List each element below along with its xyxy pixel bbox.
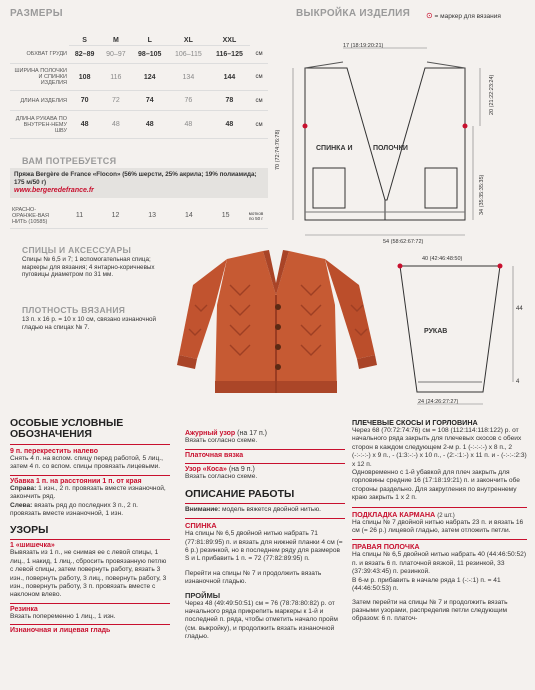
cell: 48 bbox=[69, 111, 100, 139]
lace-suffix: (на 17 п.) bbox=[237, 430, 268, 437]
cable-suffix: (на 9 п.) bbox=[228, 466, 255, 474]
density-title: ПЛОТНОСТЬ ВЯЗАНИЯ bbox=[22, 305, 126, 315]
attention-text: модель вяжется двойной нитью. bbox=[222, 505, 321, 513]
cell: 116–125 bbox=[209, 46, 250, 64]
dim-side: 34 (35:35:35:35) bbox=[479, 174, 485, 215]
col-2 bbox=[185, 430, 345, 642]
left-label: Слева: bbox=[10, 501, 33, 509]
body-outline bbox=[305, 68, 465, 220]
pocket-text: На спицы № 7 двойной нитью набрать 23 п. и вязать 16 см (= 26 р.) лицевой гладью, затем отложить петли. bbox=[352, 518, 524, 535]
cardigan-illustration bbox=[177, 250, 377, 393]
cell: 48 bbox=[132, 111, 168, 139]
marker-legend bbox=[426, 12, 501, 21]
yarn-url[interactable]: www.bergeredefrance.fr bbox=[14, 187, 94, 194]
cell: 134 bbox=[168, 64, 209, 91]
back-title: СПИНКА bbox=[185, 521, 217, 531]
cell: 76 bbox=[168, 91, 209, 111]
marker-right bbox=[463, 124, 468, 129]
sub-rib-text: Вязать попеременно 1 лиц., 1 изн. bbox=[10, 612, 116, 620]
yarn-box bbox=[10, 168, 268, 198]
cell: 48 bbox=[168, 111, 209, 139]
cell: 48 bbox=[209, 111, 250, 139]
right-pocket bbox=[425, 168, 457, 208]
count: 13 bbox=[134, 204, 171, 228]
sleeve-length: 44 bbox=[516, 306, 523, 312]
right-text: 1 изн., 2 п. провязать вместе изнаночной, закончить ряд. bbox=[10, 484, 166, 501]
sleeve-marker-left bbox=[398, 264, 403, 269]
count: 14 bbox=[171, 204, 208, 228]
size-xxl: XXL bbox=[209, 36, 250, 46]
shoulder-title: ПЛЕЧЕВЫЕ СКОСЫ И ГОРЛОВИНА bbox=[352, 418, 478, 427]
sub-stockinette: Изнаночная и лицевая гладь bbox=[10, 627, 111, 635]
unit: см bbox=[250, 46, 268, 64]
sub-bobble-text: Вывязать из 1 п., не снимая ее с левой спицы, 1 лиц., 1 накид, 1 лиц., сбросить провязанную петлю с левой спицы, затем повернуть работу, вязать 3 изн., повернуть работу, 3 лиц., повернуть работу, 3 изн., повернуть работу, 3 п. провязать вместе с наклоном влево. bbox=[10, 549, 167, 599]
size-s: S bbox=[69, 36, 100, 46]
garter-title: Платочная вязка bbox=[185, 452, 244, 460]
row-label: ОБХВАТ ГРУДИ bbox=[10, 46, 69, 64]
pocket-suffix: (2 шт.) bbox=[437, 512, 455, 519]
cell: 106–115 bbox=[168, 46, 209, 64]
dim-top: 17 (18:19:20:21) bbox=[343, 43, 384, 49]
sleeve-label: РУКАВ bbox=[424, 328, 448, 335]
pattern-title: ВЫКРОЙКА ИЗДЕЛИЯ bbox=[296, 8, 411, 19]
sub-rib: Резинка bbox=[10, 605, 38, 613]
yarn-description: Пряжа Bergère de France «Flocon» (56% шерсти, 25% акрила; 19% полиамида; 175 м/50 г) bbox=[14, 171, 257, 186]
back-text: На спицы № 6,5 двойной нитью набрать 71 (77:81:89:95) п. и вязать для нижней планки 4 см (= 6 р.) резинкой, но в последнем ряду для размеров S и L прибавить 1 п. = 72 (77:82:89:95) п. bbox=[185, 530, 343, 563]
needles-text: Спицы № 6,5 и 7; 1 вспомогательная спица; маркеры для вязания; 4 янтарно-коричневых пуговицы диаметром по 31 мм. bbox=[22, 256, 155, 279]
cell: 72 bbox=[100, 91, 131, 111]
body-label-2: ПОЛОЧКИ bbox=[373, 145, 408, 152]
cell: 78 bbox=[209, 91, 250, 111]
lace-title: Ажурный узор bbox=[185, 430, 236, 437]
sleeve-outline bbox=[400, 266, 500, 392]
unit: см bbox=[250, 111, 268, 139]
marker-icon: ⊙ bbox=[426, 11, 433, 20]
sleeve-pattern bbox=[395, 262, 530, 412]
dim-neck-a: 20 (21:22:23:24) bbox=[489, 74, 495, 115]
shoulder-text-2: Одновременно с 1-й убавкой для плеч закрыть для горловины средние 16 (17:18:19:21) п. и закончить обе стороны раздельно. Для закругления по внутреннему краю закрыть 1 х 2 п. bbox=[352, 469, 520, 502]
cell: 108 bbox=[69, 64, 100, 91]
color-row bbox=[10, 204, 268, 229]
shoulder-text: Через 68 (70:72:74:76) см = 108 (112:114:118:122) р. от начального ряда закрыть для плечевых скосов с обеих сторон в каждом следующем 2-м р. 1 (-:-:-:-) х 8 п., 2 (-:-:-:-) х 9 п., - (1:3:-:-) х 10 п., - (2:-:1:-) х 11 п. и - (-:-:-:2:3) х 12 п. bbox=[352, 427, 527, 468]
patterns-title: УЗОРЫ bbox=[10, 524, 49, 537]
sleeve-bottom-dim: 24 (24:26:27:27) bbox=[418, 399, 459, 405]
front-text-3: Затем перейти на спицы № 7 и продолжить вязать разными узорами, распределив петли следующим образом: 6 п. платоч- bbox=[352, 598, 508, 623]
dim-bottom: 54 (58:62:67:72) bbox=[383, 239, 424, 245]
front-title: ПРАВАЯ ПОЛОЧКА bbox=[352, 542, 420, 552]
size-l: L bbox=[132, 36, 168, 46]
cell: 70 bbox=[69, 91, 100, 111]
desc-title: ОПИСАНИЕ РАБОТЫ bbox=[185, 487, 295, 500]
cell: 98–105 bbox=[132, 46, 168, 64]
body-label-1: СПИНКА И bbox=[316, 145, 353, 152]
legend-title-2: ОБОЗНАЧЕНИЯ bbox=[10, 428, 92, 440]
color-label: КРАСНО-ОРАНЖЕ-ВАЯ НИТЬ (10585) bbox=[10, 204, 62, 228]
front-text: На спицы № 6,5 двойной нитью набрать 40 (44:46:50:52) п. и вязать 6 п. платочной вязкой, 11 резинкой, 33 (37:39:43:45) п. резинкой. bbox=[352, 551, 527, 576]
unit: мотков по 50 г bbox=[244, 204, 268, 228]
density-text: 13 п. х 16 р. = 10 х 10 см, связано изнаночной гладью на спицах № 7. bbox=[22, 316, 157, 331]
lace-text: Вязать согласно схеме. bbox=[185, 437, 258, 444]
size-xl: XL bbox=[168, 36, 209, 46]
armhole-text: Через 48 (49:49:50:51) см = 76 (78:78:80:82) р. от начального ряда прикрепить маркеры к 1-й и последней п. ряда, чтобы отметить начало пройм (см. выкройку), и продолжить вязать изнаночной гладью. bbox=[185, 599, 338, 641]
col-3 bbox=[352, 418, 527, 624]
cable-text: Вязать согласно схеме. bbox=[185, 473, 258, 481]
cell: 74 bbox=[132, 91, 168, 111]
unit: см bbox=[250, 64, 268, 91]
sub-cross: 9 п. перекрестить налево bbox=[10, 448, 98, 455]
marker-left bbox=[303, 124, 308, 129]
cell: 48 bbox=[100, 111, 131, 139]
back-text-2: Перейти на спицы № 7 и продолжить вязать изнаночной гладью. bbox=[185, 569, 322, 586]
marker-legend-text: = маркер для вязания bbox=[434, 13, 501, 20]
cell: 116 bbox=[100, 64, 131, 91]
count: 12 bbox=[97, 204, 134, 228]
unit: см bbox=[250, 91, 268, 111]
pocket-title: ПОДКЛАДКА КАРМАНА bbox=[352, 509, 436, 519]
cable-title: Узор «Коса» bbox=[185, 466, 227, 474]
sizes-table bbox=[10, 36, 268, 139]
armhole-title: ПРОЙМЫ bbox=[185, 590, 221, 600]
cell: 82–89 bbox=[69, 46, 100, 64]
legend-title-1: ОСОБЫЕ УСЛОВНЫЕ bbox=[10, 417, 124, 429]
row-label: ДЛИНА РУКАВА ПО ВНУТРЕН-НЕМУ ШВУ bbox=[10, 111, 69, 139]
cardigan-photo bbox=[175, 245, 383, 400]
sizes-title: РАЗМЕРЫ bbox=[10, 8, 63, 19]
dim-height: 70 (72:74:76:78) bbox=[275, 129, 281, 170]
left-text: вязать ряд до последних 3 п., 2 п. провязать вместе изнаночной, 1 изн. bbox=[10, 501, 138, 518]
attention-label: Внимание: bbox=[185, 505, 221, 513]
sub-bobble: 1 «шишечка» bbox=[10, 542, 55, 550]
needles-title: СПИЦЫ И АКСЕССУАРЫ bbox=[22, 245, 132, 255]
count: 11 bbox=[62, 204, 97, 228]
front-text-2: В 6-м р. прибавить в начале ряда 1 (-:-:1) п. = 41 (44:46:50:53) п. bbox=[352, 576, 501, 593]
size-m: M bbox=[100, 36, 131, 46]
cell: 124 bbox=[132, 64, 168, 91]
cell: 144 bbox=[209, 64, 250, 91]
sleeve-marker-right bbox=[498, 264, 503, 269]
sleeve-cuff: 4 bbox=[516, 379, 520, 385]
sleeve-top-dim: 40 (42:46:48:50) bbox=[422, 256, 463, 262]
col-1 bbox=[10, 418, 170, 634]
row-label: ДЛИНА ИЗДЕЛИЯ bbox=[10, 91, 69, 111]
right-label: Справа: bbox=[10, 484, 37, 492]
row-label: ШИРИНА ПОЛОЧКИ И СПИНКИ ИЗДЕЛИЯ bbox=[10, 64, 69, 91]
sub-cross-text: Снять 4 п. на вспом. спицу перед работой, 5 лиц., затем 4 п. со вспом. спицы провязать лицевыми. bbox=[10, 455, 163, 471]
count: 15 bbox=[207, 204, 244, 228]
materials-title: ВАМ ПОТРЕБУЕТСЯ bbox=[22, 156, 117, 166]
left-pocket bbox=[313, 168, 345, 208]
cell: 90–97 bbox=[100, 46, 131, 64]
sub-decrease: Убавка 1 п. на расстоянии 1 п. от края bbox=[10, 477, 142, 485]
